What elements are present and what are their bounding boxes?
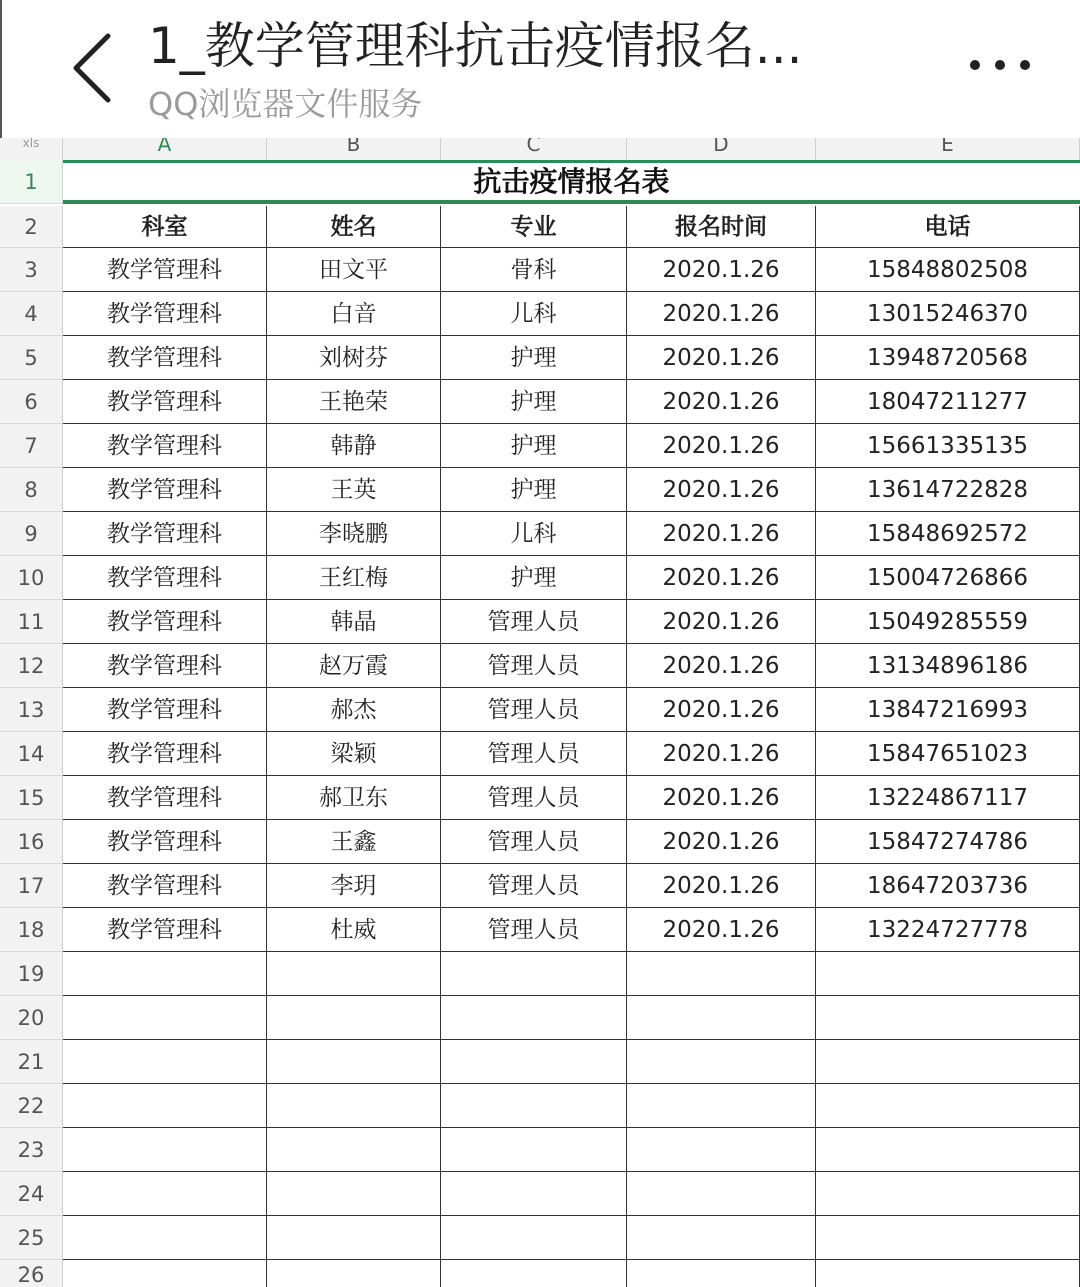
row-number[interactable]: 12 xyxy=(0,644,63,688)
cell[interactable]: 王红梅 xyxy=(267,556,441,600)
dot-icon xyxy=(995,60,1005,70)
cell[interactable]: 教学管理科 xyxy=(63,600,267,644)
cell[interactable]: 郝杰 xyxy=(267,688,441,732)
more-options-button[interactable] xyxy=(960,46,1040,86)
table-row xyxy=(63,732,1080,776)
row-number[interactable]: 13 xyxy=(0,688,63,732)
row-number[interactable]: 17 xyxy=(0,864,63,908)
row-number[interactable]: 25 xyxy=(0,1216,63,1260)
cell[interactable]: 教学管理科 xyxy=(63,864,267,908)
cell[interactable]: 15661335135 xyxy=(816,424,1080,468)
table-row xyxy=(63,1084,1080,1128)
row-number[interactable]: 5 xyxy=(0,336,63,380)
cell[interactable]: 2020.1.26 xyxy=(627,380,816,424)
cell[interactable]: 15847274786 xyxy=(816,820,1080,864)
cell[interactable]: 儿科 xyxy=(441,292,627,336)
cell[interactable] xyxy=(441,1172,627,1216)
row-number[interactable]: 18 xyxy=(0,908,63,952)
cell[interactable] xyxy=(441,1260,627,1287)
cell[interactable]: 韩静 xyxy=(267,424,441,468)
cell[interactable]: 教学管理科 xyxy=(63,336,267,380)
cell[interactable]: 13224867117 xyxy=(816,776,1080,820)
cell[interactable]: 护理 xyxy=(441,468,627,512)
cell[interactable]: 护理 xyxy=(441,424,627,468)
cell[interactable] xyxy=(816,1128,1080,1172)
cell[interactable] xyxy=(63,1128,267,1172)
cell[interactable]: 儿科 xyxy=(441,512,627,556)
row-number[interactable]: 19 xyxy=(0,952,63,996)
cell[interactable]: 白音 xyxy=(267,292,441,336)
row-number[interactable]: 26 xyxy=(0,1260,63,1287)
cell[interactable] xyxy=(441,1216,627,1260)
table-row xyxy=(63,424,1080,468)
table-row xyxy=(63,776,1080,820)
row-number[interactable]: 15 xyxy=(0,776,63,820)
column-header-a[interactable]: A xyxy=(63,138,267,160)
table-row xyxy=(63,644,1080,688)
cell[interactable] xyxy=(627,952,816,996)
cell[interactable]: 2020.1.26 xyxy=(627,820,816,864)
back-button[interactable] xyxy=(64,28,124,108)
table-row xyxy=(63,556,1080,600)
column-header-d[interactable]: D xyxy=(627,138,816,160)
table-row xyxy=(63,1260,1080,1287)
cell[interactable]: 2020.1.26 xyxy=(627,556,816,600)
cell[interactable]: 科室 xyxy=(63,206,267,248)
cell[interactable] xyxy=(267,1040,441,1084)
cell[interactable] xyxy=(441,996,627,1040)
row-number[interactable]: 21 xyxy=(0,1040,63,1084)
cell[interactable]: 13847216993 xyxy=(816,688,1080,732)
cell[interactable]: 管理人员 xyxy=(441,864,627,908)
cell[interactable]: 15848692572 xyxy=(816,512,1080,556)
cell[interactable] xyxy=(267,1216,441,1260)
dot-icon xyxy=(970,60,980,70)
table-row xyxy=(63,292,1080,336)
cell[interactable] xyxy=(441,952,627,996)
cell[interactable]: 2020.1.26 xyxy=(627,688,816,732)
column-header-c[interactable]: C xyxy=(441,138,627,160)
table-row xyxy=(63,468,1080,512)
cell[interactable]: 梁颖 xyxy=(267,732,441,776)
table-row xyxy=(63,996,1080,1040)
table-row xyxy=(63,206,1080,248)
table-row xyxy=(63,952,1080,996)
cell[interactable]: 2020.1.26 xyxy=(627,600,816,644)
cell[interactable]: 护理 xyxy=(441,556,627,600)
cell[interactable]: 15848802508 xyxy=(816,248,1080,292)
cell[interactable]: 管理人员 xyxy=(441,908,627,952)
cell[interactable] xyxy=(627,1084,816,1128)
cell[interactable] xyxy=(267,1128,441,1172)
row-number[interactable]: 23 xyxy=(0,1128,63,1172)
row-number[interactable]: 20 xyxy=(0,996,63,1040)
cell[interactable]: 李晓鹏 xyxy=(267,512,441,556)
cell[interactable] xyxy=(627,1128,816,1172)
sheet-title-cell[interactable]: 抗击疫情报名表 xyxy=(63,160,1080,204)
cell[interactable]: 13948720568 xyxy=(816,336,1080,380)
cell[interactable] xyxy=(267,1084,441,1128)
row-number[interactable]: 11 xyxy=(0,600,63,644)
row-number[interactable]: 16 xyxy=(0,820,63,864)
table-row xyxy=(63,864,1080,908)
cell[interactable] xyxy=(627,996,816,1040)
cell[interactable] xyxy=(63,996,267,1040)
cell[interactable]: 2020.1.26 xyxy=(627,644,816,688)
cell[interactable]: 15049285559 xyxy=(816,600,1080,644)
table-row xyxy=(63,380,1080,424)
cell[interactable]: 2020.1.26 xyxy=(627,424,816,468)
cell[interactable] xyxy=(816,952,1080,996)
cell[interactable]: 李玥 xyxy=(267,864,441,908)
cell[interactable] xyxy=(63,1216,267,1260)
cell[interactable]: 教学管理科 xyxy=(63,512,267,556)
cell[interactable] xyxy=(63,1260,267,1287)
cell[interactable] xyxy=(441,1084,627,1128)
row-number[interactable]: 2 xyxy=(0,206,63,248)
cell[interactable]: 郝卫东 xyxy=(267,776,441,820)
cell[interactable] xyxy=(816,1040,1080,1084)
cell[interactable]: 护理 xyxy=(441,336,627,380)
cell[interactable] xyxy=(267,952,441,996)
cell[interactable] xyxy=(816,1172,1080,1216)
cell[interactable]: 18647203736 xyxy=(816,864,1080,908)
cell[interactable] xyxy=(441,1128,627,1172)
cell[interactable]: 13015246370 xyxy=(816,292,1080,336)
cell[interactable]: 专业 xyxy=(441,206,627,248)
cell[interactable]: 教学管理科 xyxy=(63,380,267,424)
document-subtitle: QQ浏览器文件服务 xyxy=(148,85,423,123)
row-number[interactable]: 8 xyxy=(0,468,63,512)
table-row xyxy=(63,336,1080,380)
row-number[interactable]: 1 xyxy=(0,160,63,204)
cell[interactable]: 15004726866 xyxy=(816,556,1080,600)
cell[interactable] xyxy=(267,1260,441,1287)
cell[interactable]: 刘树芬 xyxy=(267,336,441,380)
cell[interactable]: 王鑫 xyxy=(267,820,441,864)
cell[interactable]: 18047211277 xyxy=(816,380,1080,424)
cell[interactable] xyxy=(63,1084,267,1128)
row-number[interactable]: 22 xyxy=(0,1084,63,1128)
cell[interactable]: 姓名 xyxy=(267,206,441,248)
cell[interactable]: 教学管理科 xyxy=(63,468,267,512)
cell[interactable] xyxy=(816,996,1080,1040)
cell[interactable]: 2020.1.26 xyxy=(627,248,816,292)
cell[interactable]: 教学管理科 xyxy=(63,644,267,688)
table-row xyxy=(63,512,1080,556)
cell[interactable]: 2020.1.26 xyxy=(627,732,816,776)
cell[interactable]: 2020.1.26 xyxy=(627,776,816,820)
cell[interactable] xyxy=(267,996,441,1040)
cell[interactable]: 2020.1.26 xyxy=(627,468,816,512)
column-header-e[interactable]: E xyxy=(816,138,1080,160)
row-number[interactable]: 6 xyxy=(0,380,63,424)
cell[interactable]: 教学管理科 xyxy=(63,424,267,468)
table-row xyxy=(63,248,1080,292)
corner-label: xls xyxy=(0,138,63,160)
cell[interactable] xyxy=(63,1172,267,1216)
cell[interactable]: 报名时间 xyxy=(627,206,816,248)
cell[interactable]: 管理人员 xyxy=(441,776,627,820)
cell[interactable] xyxy=(816,1260,1080,1287)
cell[interactable]: 2020.1.26 xyxy=(627,908,816,952)
cell[interactable] xyxy=(267,1172,441,1216)
row-number[interactable]: 24 xyxy=(0,1172,63,1216)
chevron-left-icon xyxy=(64,28,124,108)
table-row xyxy=(63,1040,1080,1084)
table-row xyxy=(63,160,1080,204)
row-number[interactable]: 4 xyxy=(0,292,63,336)
cell[interactable]: 13134896186 xyxy=(816,644,1080,688)
cell[interactable]: 2020.1.26 xyxy=(627,864,816,908)
row-number[interactable]: 7 xyxy=(0,424,63,468)
table-row xyxy=(63,688,1080,732)
cell[interactable]: 杜威 xyxy=(267,908,441,952)
cell[interactable]: 2020.1.26 xyxy=(627,292,816,336)
cell[interactable] xyxy=(63,952,267,996)
cell[interactable] xyxy=(816,1216,1080,1260)
cell[interactable]: 教学管理科 xyxy=(63,732,267,776)
cell[interactable]: 田文平 xyxy=(267,248,441,292)
cell[interactable]: 管理人员 xyxy=(441,820,627,864)
table-row xyxy=(63,908,1080,952)
cell[interactable] xyxy=(63,1040,267,1084)
cell[interactable]: 2020.1.26 xyxy=(627,336,816,380)
cell[interactable]: 教学管理科 xyxy=(63,248,267,292)
row-number[interactable]: 14 xyxy=(0,732,63,776)
table-row xyxy=(63,600,1080,644)
table-row xyxy=(63,1216,1080,1260)
cell[interactable]: 13224727778 xyxy=(816,908,1080,952)
cell[interactable] xyxy=(627,1216,816,1260)
cell[interactable]: 教学管理科 xyxy=(63,908,267,952)
dot-icon xyxy=(1020,60,1030,70)
cell[interactable]: 教学管理科 xyxy=(63,292,267,336)
cell[interactable]: 管理人员 xyxy=(441,600,627,644)
cell[interactable]: 王英 xyxy=(267,468,441,512)
column-header-b[interactable]: B xyxy=(267,138,441,160)
app-header xyxy=(0,0,1080,138)
cell[interactable]: 韩晶 xyxy=(267,600,441,644)
cell[interactable]: 13614722828 xyxy=(816,468,1080,512)
cell[interactable]: 护理 xyxy=(441,380,627,424)
column-header-row xyxy=(0,138,1080,161)
cell[interactable]: 教学管理科 xyxy=(63,820,267,864)
cell[interactable] xyxy=(627,1172,816,1216)
cell[interactable]: 赵万霞 xyxy=(267,644,441,688)
cell[interactable]: 教学管理科 xyxy=(63,556,267,600)
cell[interactable]: 管理人员 xyxy=(441,732,627,776)
table-row xyxy=(63,1128,1080,1172)
row-number[interactable]: 3 xyxy=(0,248,63,292)
cell[interactable] xyxy=(816,1084,1080,1128)
cell[interactable]: 教学管理科 xyxy=(63,776,267,820)
cell[interactable] xyxy=(627,1040,816,1084)
cell[interactable]: 教学管理科 xyxy=(63,688,267,732)
cell[interactable]: 王艳荣 xyxy=(267,380,441,424)
row-number[interactable]: 10 xyxy=(0,556,63,600)
cell[interactable]: 管理人员 xyxy=(441,644,627,688)
document-title: 1_教学管理科抗击疫情报名... xyxy=(148,17,803,75)
cell[interactable]: 管理人员 xyxy=(441,688,627,732)
cell[interactable]: 电话 xyxy=(816,206,1080,248)
cell[interactable] xyxy=(627,1260,816,1287)
spreadsheet[interactable] xyxy=(0,138,1080,1287)
table-row xyxy=(63,820,1080,864)
cell[interactable] xyxy=(441,1040,627,1084)
cell[interactable]: 骨科 xyxy=(441,248,627,292)
row-number[interactable]: 9 xyxy=(0,512,63,556)
cell[interactable]: 2020.1.26 xyxy=(627,512,816,556)
cell[interactable]: 15847651023 xyxy=(816,732,1080,776)
table-row xyxy=(63,1172,1080,1216)
